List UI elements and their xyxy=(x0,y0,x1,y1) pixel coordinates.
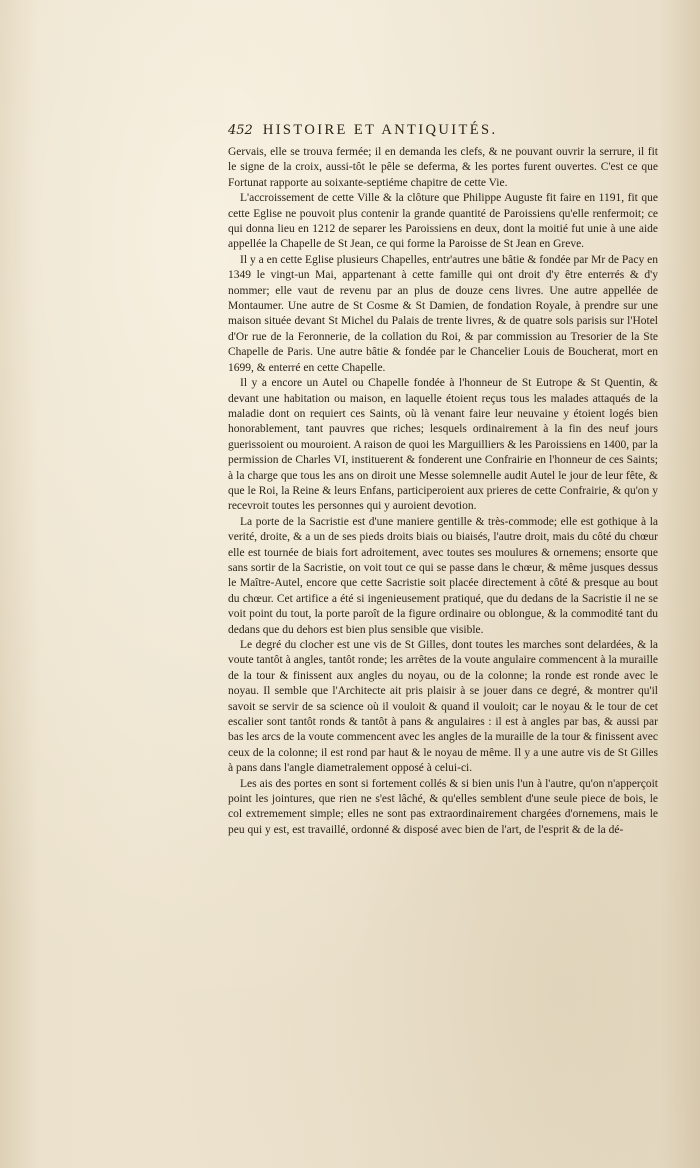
page-number: 452 xyxy=(228,123,253,138)
running-title: HISTOIRE ET ANTIQUITÉS. xyxy=(262,122,498,138)
paragraph: L'accroissement de cette Ville & la clôture que Philippe Auguste fit faire en 1191, fit que cette Eglise ne pouvoit plus contenir la grande quantité de Paroissiens qu'elle renfermoit; ce qui donna lieu en 1212 de separer les Paroissiens en deux, dont la moitié fut unie à une aide appellée la Chapelle de St Jean, ce qui forme la Paroisse de St Jean en Greve. xyxy=(228,192,658,251)
paragraph: Le degré du clocher est une vis de St Gilles, dont toutes les marches sont delardées, & la voute tantôt à angles, tantôt ronde; les arrêtes de la voute angulaire commencent à la muraille de la tour & finissent aux angles du noyau, ou de la colonne; la ronde est ronde avec le noyau. Il semble que l'Architecte ait pris plaisir à se jouer dans ce degré, & montrer qu'il savoit se servir de sa science où il vouloit & quand il vouloit; car le noyau & le tour de cet escalier sont tantôt ronds & tantôt à pans & angulaires : il est à angles par bas, & aussi par bas les arcs de la voute commencent avec les angles de la muraille de la tour & finissent avec ceux de la colonne; il est rond par haut & le noyau de même. Il y a une autre vis de St Gilles à pans dans l'angle diametralement opposé à celui-ci. xyxy=(228,639,658,775)
paragraph: Il y a en cette Eglise plusieurs Chapelles, entr'autres une bâtie & fondée par Mr de Pacy en 1349 le vingt-un Mai, appartenant à cette famille qui ont droit d'y être enterrés & d'y nommer; elle vaut de revenu par an plus de douze cens livres. Une autre appellée de Montaumer. Une autre de St Cosme & St Damien, de fondation Royale, à prendre sur une maison située devant St Michel du Palais de trente livres, & de quatre sols parisis sur l'Hotel d'Or rue de la Feronnerie, de la collation du Roi, & par commission au Tresorier de la Ste Chapelle de Paris. Une autre bâtie & fondée par le Chancelier Louis de Boucherat, mort en 1699, & enterré en cette Chapelle. xyxy=(228,253,658,374)
paragraph: Gervais, elle se trouva fermée; il en demanda les clefs, & ne pouvant ouvrir la serrure, il fit le signe de la croix, aussi-tôt le pêle se deferma, & les portes furent ouvertes. C'est ce que Fortunat rapporte au soixante-septiéme chapitre de cette Vie. xyxy=(228,146,658,189)
paragraph: Il y a encore un Autel ou Chapelle fondée à l'honneur de St Eutrope & St Quentin, & devant une habitation ou maison, en laquelle étoient reçus tous les malades attaqués de la maladie dont on requiert ces Saints, où là venant faire leur neuvaine y étoient logés bien honorablement, tant pauvres que riches; lesquels ordinairement à la fin des neuf jours guerissoient ou mouroient. A raison de quoi les Marguilliers & les Paroissiens en 1400, par la permission de Charles VI, instituerent & fonderent une Confrairie en l'honneur de ces Saints; à la charge que tous les ans on diroit une Messe solemnelle audit Autel le jour de leur fête, & que le Roi, la Reine & leurs Enfans, participeroient aux prieres de cette Confrairie, & qu'on y recevroit toutes les personnes qui y auroient devotion. xyxy=(228,377,658,513)
paragraph: La porte de la Sacristie est d'une maniere gentille & très-commode; elle est gothique à la verité, droite, & a un de ses pieds droits biais ou biaisés, l'autre droit, mais du côté du chœur elle est tournée de biais fort adroitement, avec toutes ses moulures & ornemens; ensorte que sans sortir de la Sacristie, on voit tout ce qui se passe dans le chœur, & même jusques dessus le Maître-Autel, encore que cette Sacristie soit placée directement à côté & presque au bout du chœur. Cet artifice a été si ingenieusement pratiqué, que du dedans de la Sacristie il ne se voit point du tout, la porte paroît de la figure ordinaire ou oblongue, & la commodité tant du dedans que du dehors est bien plus sensible que visible. xyxy=(228,515,658,636)
body-text xyxy=(228,145,658,838)
paragraph: Les ais des portes en sont si fortement collés & si bien unis l'un à l'autre, qu'on n'apperçoit point les jointures, que rien ne s'est lâché, & qu'elles semblent d'une seule piece de bois, le col extremement simple; elles ne sont pas extraordinairement chargées d'ornemens, mais le peu qui y est, est travaillé, ordonné & disposé avec bien de l'art, de l'esprit & de la dé- xyxy=(228,777,658,836)
page-header xyxy=(228,122,658,144)
